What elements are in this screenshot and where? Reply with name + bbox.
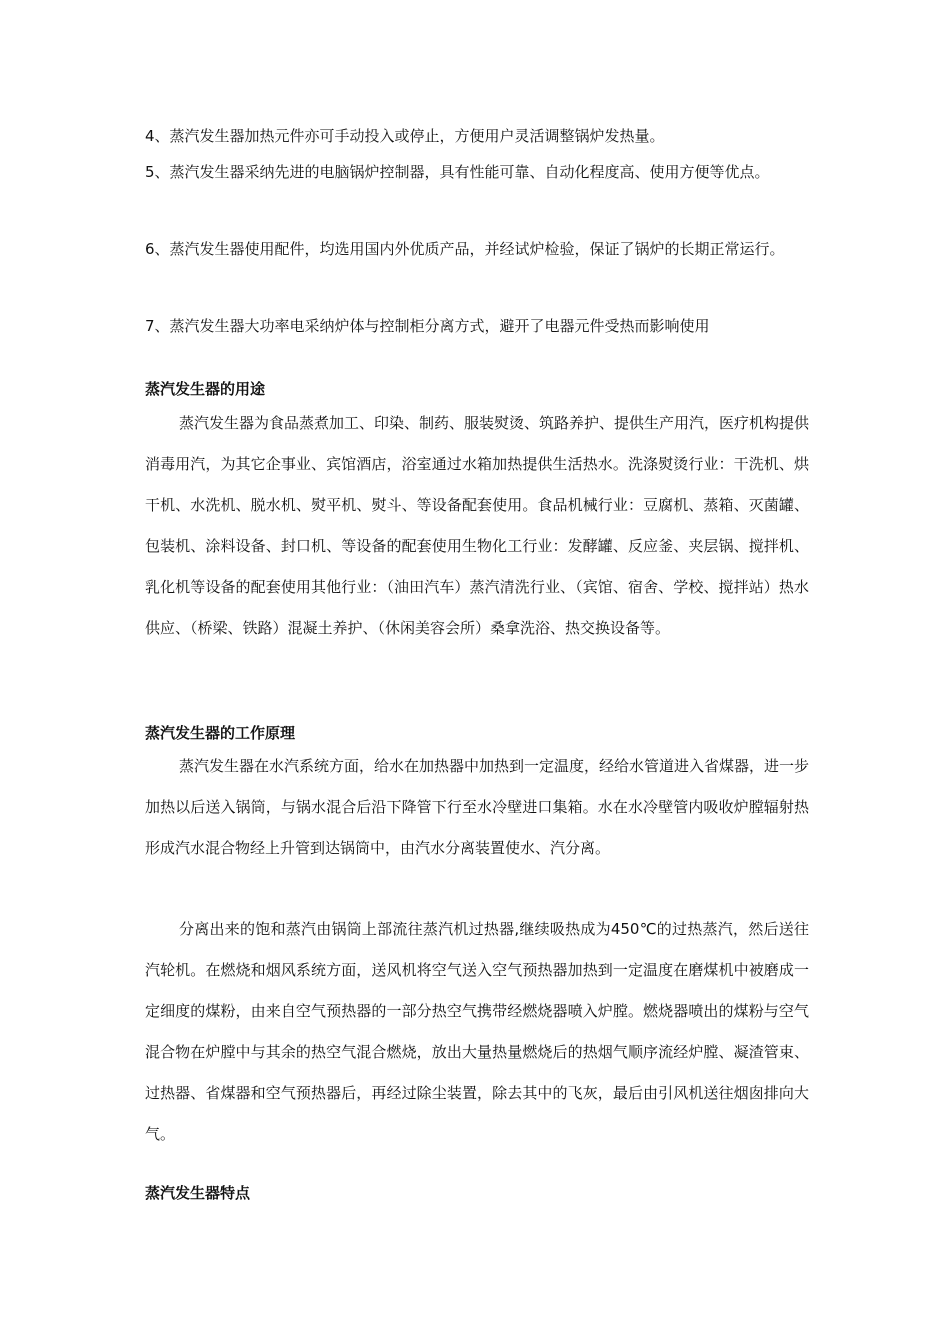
section-heading-uses: 蒸汽发生器的用途 [145, 380, 266, 398]
uses-paragraph: 蒸汽发生器为食品蒸煮加工、印染、制药、服装熨烫、筑路养护、提供生产用汽，医疗机构提供消毒用汽，为其它企事业、宾馆酒店，浴室通过水箱加热提供生活热水。洗涤熨烫行业：干洗机、烘干机、水洗机、脱水机、熨平机、熨斗、等设备配套使用。食品机械行业：豆腐机、蒸箱、灭菌罐、包装机、涂料设备、封口机、等设备的配套使用生物化工行业：发酵罐、反应釜、夹层锅、搅拌机、乳化机等设备的配套使用其他行业：（油田汽车）蒸汽清洗行业、（宾馆、宿舍、学校、搅拌站）热水供应、（桥梁、铁路）混凝土养护、（休闲美容会所）桑拿洗浴、热交换设备等。 [145, 414, 810, 637]
feature-item-6: 6、蒸汽发生器使用配件，均选用国内外优质产品，并经试炉检验，保证了锅炉的长期正常运行。 [145, 240, 785, 258]
section-heading-features: 蒸汽发生器特点 [145, 1184, 251, 1202]
principle-paragraph-1: 蒸汽发生器在水汽系统方面，给水在加热器中加热到一定温度，经给水管道进入省煤器，进一步加热以后送入锅筒，与锅水混合后沿下降管下行至水冷壁进口集箱。水在水冷壁管内吸收炉膛辐射热形成汽水混合物经上升管到达锅筒中，由汽水分离装置使水、汽分离。 [145, 757, 810, 857]
section-heading-principle: 蒸汽发生器的工作原理 [145, 724, 296, 742]
principle-paragraph-2: 分离出来的饱和蒸汽由锅筒上部流往蒸汽机过热器,继续吸热成为450℃的过热蒸汽，然后送往汽轮机。在燃烧和烟风系统方面，送风机将空气送入空气预热器加热到一定温度在磨煤机中被磨成一定细度的煤粉，由来自空气预热器的一部分热空气携带经燃烧器喷入炉膛。燃烧器喷出的煤粉与空气混合物在炉膛中与其余的热空气混合燃烧，放出大量热量燃烧后的热烟气顺序流经炉膛、凝渣管束、过热器、省煤器和空气预热器后，再经过除尘装置，除去其中的飞灰，最后由引风机送往烟囱排向大气。 [145, 920, 809, 1143]
feature-item-4: 4、蒸汽发生器加热元件亦可手动投入或停止，方便用户灵活调整锅炉发热量。 [145, 127, 665, 145]
feature-item-7: 7、蒸汽发生器大功率电采纳炉体与控制柜分离方式，避开了电器元件受热而影响使用 [145, 317, 710, 335]
feature-item-5: 5、蒸汽发生器采纳先进的电脑锅炉控制器，具有性能可靠、自动化程度高、使用方便等优点。 [145, 163, 770, 181]
